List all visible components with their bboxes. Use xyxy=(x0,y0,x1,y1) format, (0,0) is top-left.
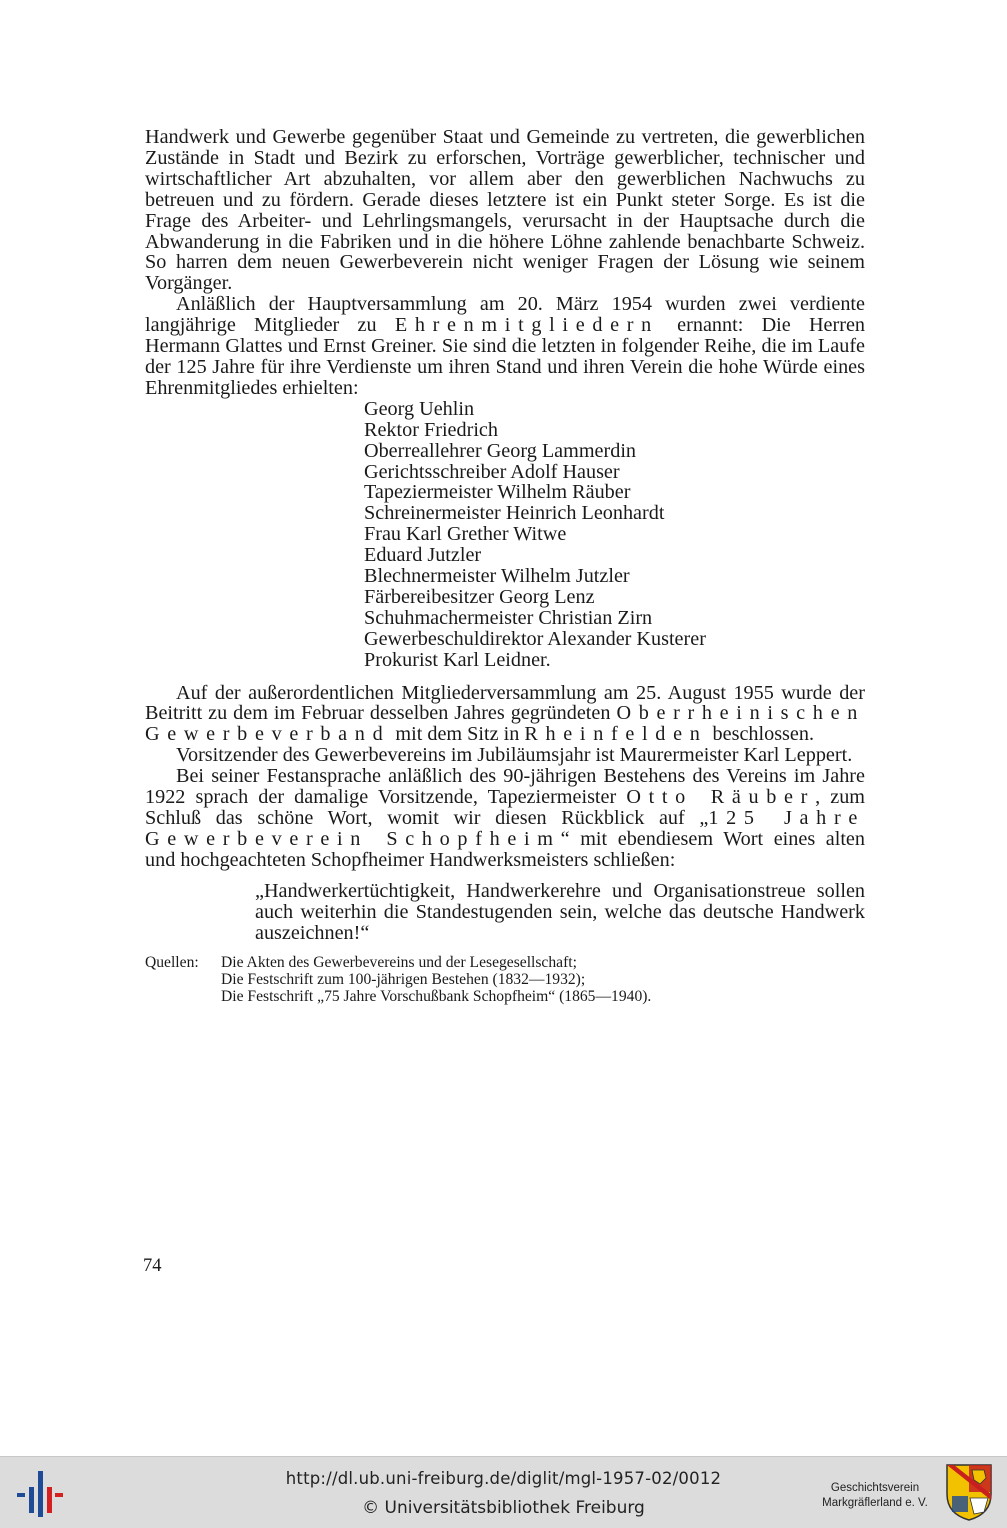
society-name: Geschichtsverein Markgräflerland e. V. xyxy=(822,1482,928,1509)
list-item: Eduard Jutzler xyxy=(364,544,482,567)
list-item: Schreinermeister Heinrich Leonhardt xyxy=(364,502,665,525)
copyright-notice: © Universitätsbibliothek Freiburg xyxy=(362,1498,645,1518)
emphasis-jubilee-title: 125 Jahre Gewerbeverein Schopfheim xyxy=(145,807,865,850)
emphasis-rheinfelden: Rheinfelden xyxy=(524,723,708,746)
sources-section xyxy=(145,954,865,1005)
sources-list xyxy=(221,954,651,1005)
list-item: Prokurist Karl Leidner. xyxy=(364,648,551,671)
emphasis-ehrenmitgliedern: Ehrenmitgliedern xyxy=(394,314,659,337)
source-item: Die Akten des Gewerbevereins und der Lesegesellschaft; xyxy=(221,954,577,972)
document-url-link[interactable]: http://dl.ub.uni-freiburg.de/diglit/mgl-1957-02/0012 xyxy=(285,1469,722,1488)
list-item: Schuhmachermeister Christian Zirn xyxy=(364,606,653,629)
source-item: Die Festschrift „75 Jahre Vorschußbank Schopfheim“ (1865—1940). xyxy=(221,988,652,1006)
list-item: Gerichtsschreiber Adolf Hauser xyxy=(364,460,620,483)
list-item: Georg Uehlin xyxy=(364,397,475,420)
list-item: Frau Karl Grether Witwe xyxy=(364,523,567,546)
society-crest-icon xyxy=(944,1462,994,1522)
paragraph-3: Auf der außerordentlichen Mitgliederversammlung am 25. August 1955 wurde der Beitritt zu dem im Februar desselben Jahres gegründeten Oberrheinischen Gewerbeverband mit dem Sitz in Rheinfelden beschlossen. xyxy=(145,681,865,746)
list-item: Rektor Friedrich xyxy=(364,418,498,441)
article-text xyxy=(145,127,865,1005)
list-item: Gewerbeschuldirektor Alexander Kusterer xyxy=(364,627,706,650)
source-item: Die Festschrift zum 100-jährigen Bestehen (1832—1932); xyxy=(221,971,586,989)
paragraph-1: Handwerk und Gewerbe gegenüber Staat und Gemeinde zu vertreten, die gewerblichen Zustände in Stadt und Bezirk zu erforschen, Vorträge gewerblicher, technischer und wirtschaftlicher Art abzuhalten, vor allem aber den gewerblichen Nachwuchs zu betreuen und zu fördern. Gerade dieses letztere ist ein Punkt steter Sorge. Es ist die Frage des Arbeiter- und Lehrlingsmangels, verursacht in der Hauptsache durch die Abwanderung in die Fabriken und in die höhere Löhne zahlende benachbarte Schweiz. So harren dem neuen Gewerbeverein nicht weniger Fragen der Lösung wie seinem Vorgänger. xyxy=(145,126,865,295)
paragraph-2: Anläßlich der Hauptversammlung am 20. März 1954 wurden zwei verdiente langjährige Mitglieder zu Ehrenmitgliedern ernannt: Die Herren Hermann Glattes und Ernst Greiner. Sie sind die letzten in folgender Reihe, die im Laufe der 125 Jahre für ihre Verdienste um ihren Stand und ihren Verein die hohe Würde eines Ehrenmitgliedes erhielten: xyxy=(145,293,865,399)
emphasis-verband: Oberrheinischen Gewerbeverband xyxy=(145,702,865,746)
list-item: Tapeziermeister Wilhelm Räuber xyxy=(364,481,631,504)
list-item: Färbereibesitzer Georg Lenz xyxy=(364,585,595,608)
page-number: 74 xyxy=(143,1256,162,1276)
list-item: Blechnermeister Wilhelm Jutzler xyxy=(364,565,630,588)
paragraph-4: Vorsitzender des Gewerbevereins im Jubiläumsjahr ist Maurermeister Karl Leppert. xyxy=(176,744,853,767)
emphasis-otto-raeuber: Otto Räuber xyxy=(626,786,816,809)
block-quote: „Handwerkertüchtigkeit, Handwerkerehre und Organisationstreue sollen auch weiterhin die Standestugenden sein, welche das deutsche Handwerk auszeichnen!“ xyxy=(255,879,865,944)
footer-bar xyxy=(0,1456,1007,1528)
paragraph-5: Bei seiner Festansprache anläßlich des 90-jährigen Bestehens des Vereins im Jahre 1922 sprach der damalige Vorsitzende, Tapeziermeister Otto Räuber, zum Schluß das schöne Wort, womit wir diesen Rückblick auf „125 Jahre Gewerbeverein Schopfheim“ mit ebendiesem Wort eines alten und hochgeachteten Schopfheimer Handwerksmeisters schließen: xyxy=(145,765,865,871)
honorary-members-list xyxy=(364,399,865,671)
list-item: Oberreallehrer Georg Lammerdin xyxy=(364,439,637,462)
sources-label: Quellen: xyxy=(145,954,199,972)
